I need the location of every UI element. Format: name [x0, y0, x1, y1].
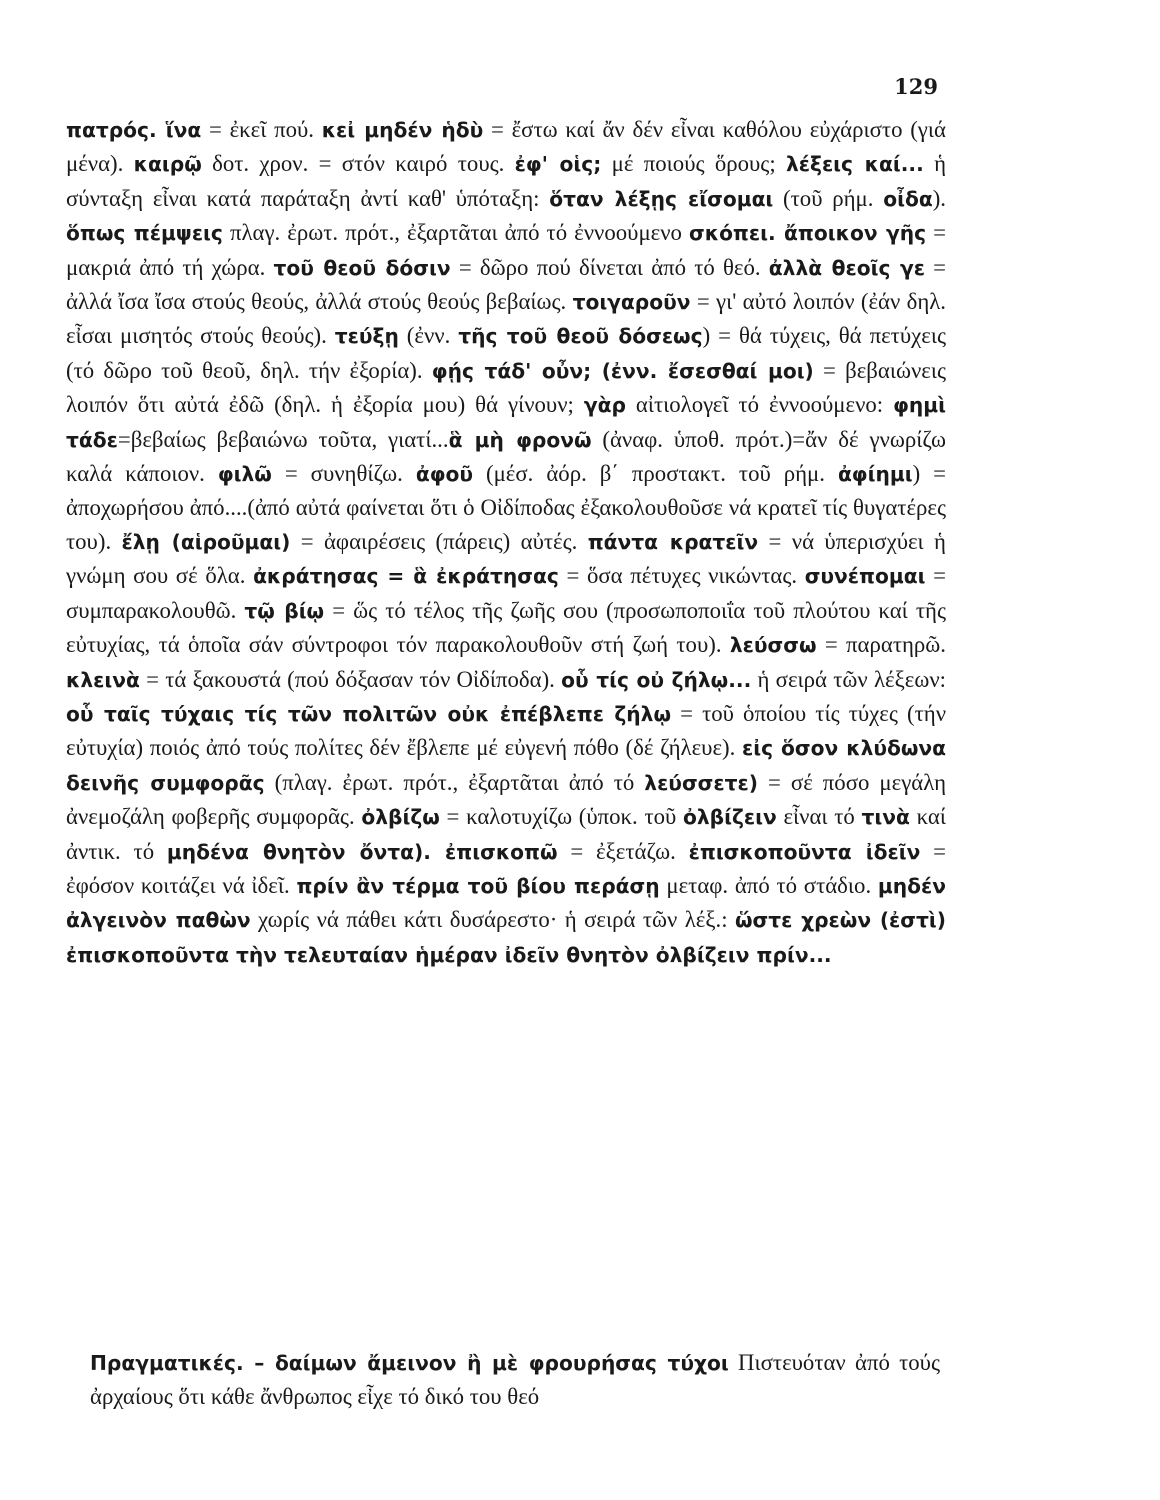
- lemma-term: ἀλλὰ θεοῖς γε: [768, 255, 925, 280]
- lemma-term: φῄς τάδ' οὖν; (ἐνν. ἔσεσθαί μοι): [431, 358, 814, 383]
- lemma-term: ἐπισκοποῦντα ἰδεῖν: [688, 839, 921, 864]
- gloss-text: = γι' αὐτό λοιπόν (ἐάν δηλ. εἶσαι μισητός στούς θεούς).: [66, 289, 946, 349]
- gloss-text: καί ἀντικ. τό: [66, 804, 946, 864]
- gloss-text: = δῶρο πού δίνεται ἀπό τό θεό.: [450, 254, 769, 280]
- gloss-text: δοτ. χρον. = στόν καιρό τους.: [201, 151, 515, 177]
- lemma-term: γὰρ: [583, 393, 626, 418]
- page-number: 129: [894, 74, 938, 99]
- lemma-term: ἀφοῦ: [415, 462, 474, 487]
- lemma-term: οὗ τίς οὐ ζήλῳ...: [561, 667, 752, 692]
- lemma-term: ἀφίημι: [837, 462, 913, 487]
- lemma-term: ὅταν λέξῃς εἴσομαι: [549, 186, 774, 211]
- gloss-text: (ἀναφ. ὑποθ. πρότ.)=ἄν δέ γνωρίζω καλά κάποιον.: [66, 426, 946, 487]
- gloss-text: = καλοτυχίζω (ὑποκ. τοῦ: [439, 804, 684, 830]
- lemma-term: πάντα κρατεῖν: [587, 529, 759, 554]
- gloss-text: μεταφ. ἀπό τό στάδιο.: [659, 872, 878, 898]
- gloss-text: = παρατηρῶ.: [816, 632, 946, 658]
- gloss-text: πλαγ. ἐρωτ. πρότ., ἐξαρτᾶται ἀπό τό ἐννοούμενο: [222, 220, 689, 246]
- lemma-term: ἐφ' οἱς;: [514, 152, 602, 177]
- lemma-term: κλεινὰ: [66, 667, 140, 692]
- lemma-term: πρίν ἂν τέρμα τοῦ βίου περάσῃ: [296, 873, 660, 898]
- gloss-text: (μέσ. ἀόρ. β΄ προστακτ. τοῦ ρήμ.: [473, 461, 838, 487]
- gloss-text: μέ ποιούς ὅρους;: [601, 151, 786, 177]
- lemma-term: κεἰ μηδέν ἡδὺ: [321, 118, 484, 142]
- lemma-term: ἔλῃ (αἱροῦμαι): [121, 529, 291, 554]
- lemma-term: λέξεις καί...: [786, 152, 924, 177]
- gloss-text: αἰτιολογεῖ τό ἐννοούμενο:: [625, 392, 894, 418]
- lemma-term: τεύξῃ: [334, 324, 399, 349]
- lemma-term: τῷ βίῳ: [244, 598, 325, 623]
- realia-section-paragraph: [90, 1346, 940, 1414]
- lemma-term: τῆς τοῦ θεοῦ δόσεως: [458, 324, 703, 349]
- lemma-term: ὀλβίζειν: [683, 805, 777, 830]
- gloss-text: = ὥς τό τέλος τῆς ζωῆς σου (προσωποποιΐα τοῦ πλούτου καί τῆς εὐτυχίας, τά ὁποῖα σάν σύντροφοι τόν παρακολουθοῦν στή ζωή του).: [66, 597, 946, 658]
- lemma-term: καιρῷ: [133, 152, 202, 177]
- gloss-text: = ὅσα πέτυχες νικώντας.: [558, 563, 805, 589]
- gloss-text: εἶναι τό: [776, 804, 862, 830]
- gloss-text: ) = ἀποχωρήσου ἀπό....(ἀπό αὐτά φαίνεται ὅτι ὁ Οἰδίποδας ἐξακολουθοῦσε νά κρατεῖ τίς θυγατέρες του).: [66, 461, 946, 554]
- gloss-text: (τοῦ ρήμ.: [773, 185, 884, 211]
- gloss-text: ἡ σύνταξη εἶναι κατά παράταξη ἀντί καθ' ὑπόταξη:: [66, 151, 946, 211]
- lemma-term: ὅπως πέμψεις: [66, 221, 223, 246]
- lemma-term: οὗ ταῖς τύχαις τίς τῶν πολιτῶν οὐκ ἐπέβλεπε ζήλῳ: [66, 701, 672, 726]
- lemma-term: οἶδα: [883, 186, 933, 211]
- lemma-term: εἰς ὅσον κλύδωνα δεινῆς συμφορᾶς: [66, 736, 947, 795]
- gloss-text: = ἔστω καί ἄν δέν εἶναι καθόλου εὐχάριστο (γιά μένα).: [66, 117, 946, 177]
- lemma-term: τοῦ θεοῦ δόσιν: [273, 255, 451, 280]
- gloss-text: ).: [932, 185, 946, 211]
- gloss-text: ) = θά τύχεις, θά πετύχεις (τό δῶρο τοῦ θεοῦ, δηλ. τήν ἐξορία).: [66, 323, 946, 383]
- gloss-text: Πιστευόταν ἀπό τούς ἀρχαίους ὅτι κάθε ἄνθρωπος εἶχε τό δικό του θεό: [90, 1350, 940, 1410]
- lemma-term: ὥστε χρεὼν (ἐστὶ) ἐπισκοποῦντα τὴν τελευταίαν ἡμέραν ἰδεῖν θνητὸν ὀλβίζειν πρίν...: [66, 908, 946, 967]
- lemma-term: πατρός. ἵνα: [66, 118, 202, 142]
- lemma-term: λεύσσω: [729, 633, 817, 658]
- gloss-text: χωρίς νά πάθει κάτι δυσάρεστο· ἡ σειρά τῶν λέξ.:: [250, 907, 735, 933]
- gloss-text: = συμπαρακολουθῶ.: [66, 563, 946, 623]
- lemma-term: φιλῶ: [217, 462, 272, 487]
- lemma-term: μηδένα θνητὸν ὄντα). ἐπισκοπῶ: [166, 839, 558, 864]
- gloss-text: = ἀλλά ἴσα ἴσα στούς θεούς, ἀλλά στούς θεούς βεβαίως.: [66, 254, 946, 315]
- lemma-term: Πραγματικές. – δαίμων ἄμεινον ἢ μὲ φρουρήσας τύχοι: [90, 1351, 729, 1375]
- lemma-term: ἃ μὴ φρονῶ: [448, 427, 592, 452]
- gloss-text: =βεβαίως βεβαιώνω τοῦτα, γιατί...: [117, 426, 449, 452]
- lemma-term: σκόπει. ἄποικον γῆς: [689, 221, 927, 246]
- lemma-term: συνέπομαι: [804, 564, 926, 589]
- gloss-text: = βεβαιώνεις λοιπόν ὅτι αὐτά ἐδῶ (δηλ. ἡ ἐξορία μου) θά γίνουν;: [66, 357, 946, 418]
- gloss-text: (πλαγ. ἐρωτ. πρότ., ἐξαρτᾶται ἀπό τό: [264, 769, 645, 795]
- gloss-text: = ἐξετάζω.: [557, 838, 689, 864]
- gloss-text: = ἐφόσον κοιτάζει νά ἰδεῖ.: [66, 838, 946, 898]
- lemma-term: τοιγαροῦν: [572, 290, 691, 315]
- lemma-term: μηδέν ἀλγεινὸν παθὼν: [66, 873, 946, 933]
- gloss-text: = τοῦ ὁποίου τίς τύχες (τήν εὐτυχία) ποιός ἀπό τούς πολίτες δέν ἔβλεπε μέ εὐγενή πόθο (δέ ζήλευε).: [66, 700, 947, 761]
- gloss-text: = συνηθίζω.: [271, 461, 416, 487]
- gloss-text: (ἐνν.: [398, 323, 459, 349]
- gloss-text: = σέ πόσο μεγάλη ἀνεμοζάλη φοβερῆς συμφορᾶς.: [66, 769, 947, 830]
- lemma-term: φημὶ τάδε: [66, 393, 946, 452]
- gloss-text: = ἀφαιρέσεις (πάρεις) αὐτές.: [290, 528, 588, 554]
- lemma-term: τινὰ: [861, 805, 910, 830]
- commentary-paragraph: [66, 113, 946, 972]
- gloss-text: = νά ὑπερισχύει ἡ γνώμη σου σέ ὅλα.: [66, 528, 946, 589]
- gloss-text: = μακριά ἀπό τή χώρα.: [66, 220, 946, 280]
- gloss-text: = ἐκεῖ πού.: [201, 117, 322, 142]
- lemma-term: λεύσσετε): [644, 770, 758, 795]
- lemma-term: ἀκράτησας = ἃ ἐκράτησας: [253, 564, 559, 589]
- gloss-text: ἡ σειρά τῶν λέξεων:: [751, 666, 946, 692]
- lemma-term: ὀλβίζω: [361, 805, 440, 830]
- gloss-text: = τά ξακουστά (πού δόξασαν τόν Οἰδίποδα).: [139, 666, 562, 692]
